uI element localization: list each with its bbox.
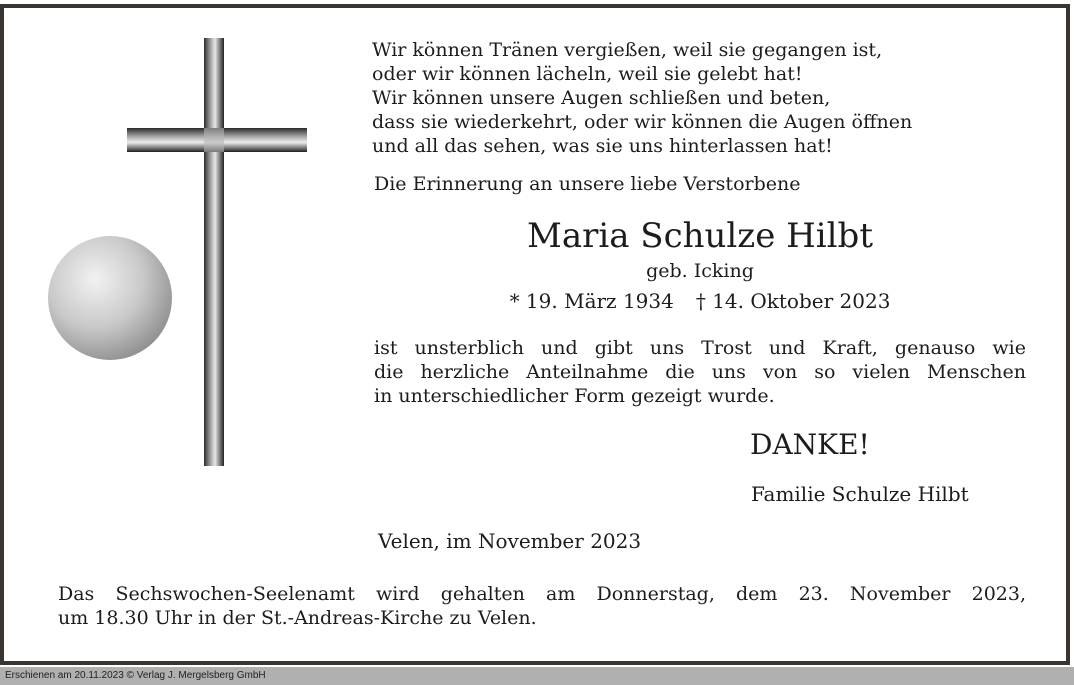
sphere-icon	[48, 236, 172, 360]
life-dates	[374, 289, 1026, 313]
poem-line: dass sie wiederkehrt, oder wir können die Augen öffnen	[372, 111, 913, 133]
poem-line: Wir können unsere Augen schließen und beten,	[372, 87, 831, 109]
message-line: ist unsterblich und gibt uns Trost und Kraft, genauso wie	[374, 337, 1026, 359]
place-date: Velen, im November 2023	[378, 529, 642, 553]
message-line: die herzliche Anteilnahme die uns von so vielen Menschen	[374, 361, 1026, 383]
publication-footer: Erschienen am 20.11.2023 © Verlag J. Mergelsberg GmbH	[0, 667, 1074, 685]
cross-icon	[127, 38, 307, 466]
death-date: † 14. Oktober 2023	[695, 289, 891, 313]
obituary-artwork	[44, 36, 314, 476]
poem-line: Wir können Tränen vergießen, weil sie gegangen ist,	[372, 39, 883, 61]
birth-date: * 19. März 1934	[509, 289, 674, 313]
mass-notice	[58, 582, 1026, 630]
intro-text: Die Erinnerung an unsere liebe Verstorbene	[374, 173, 801, 195]
family-signature: Familie Schulze Hilbt	[751, 482, 969, 506]
poem	[372, 38, 912, 158]
maiden-name: geb. Icking	[646, 260, 754, 282]
notice-line: Das Sechswochen-Seelenamt wird gehalten am Donnerstag, dem 23. November 2023,	[58, 583, 1026, 605]
danke-heading: DANKE!	[750, 428, 870, 461]
message-text	[374, 336, 1026, 408]
deceased-name: Maria Schulze Hilbt	[527, 216, 873, 256]
poem-line: oder wir können lächeln, weil sie gelebt hat!	[372, 63, 803, 85]
message-line: in unterschiedlicher Form gezeigt wurde.	[374, 385, 775, 407]
notice-line: um 18.30 Uhr in der St.-Andreas-Kirche zu Velen.	[58, 607, 537, 629]
poem-line: und all das sehen, was sie uns hinterlassen hat!	[372, 135, 833, 157]
